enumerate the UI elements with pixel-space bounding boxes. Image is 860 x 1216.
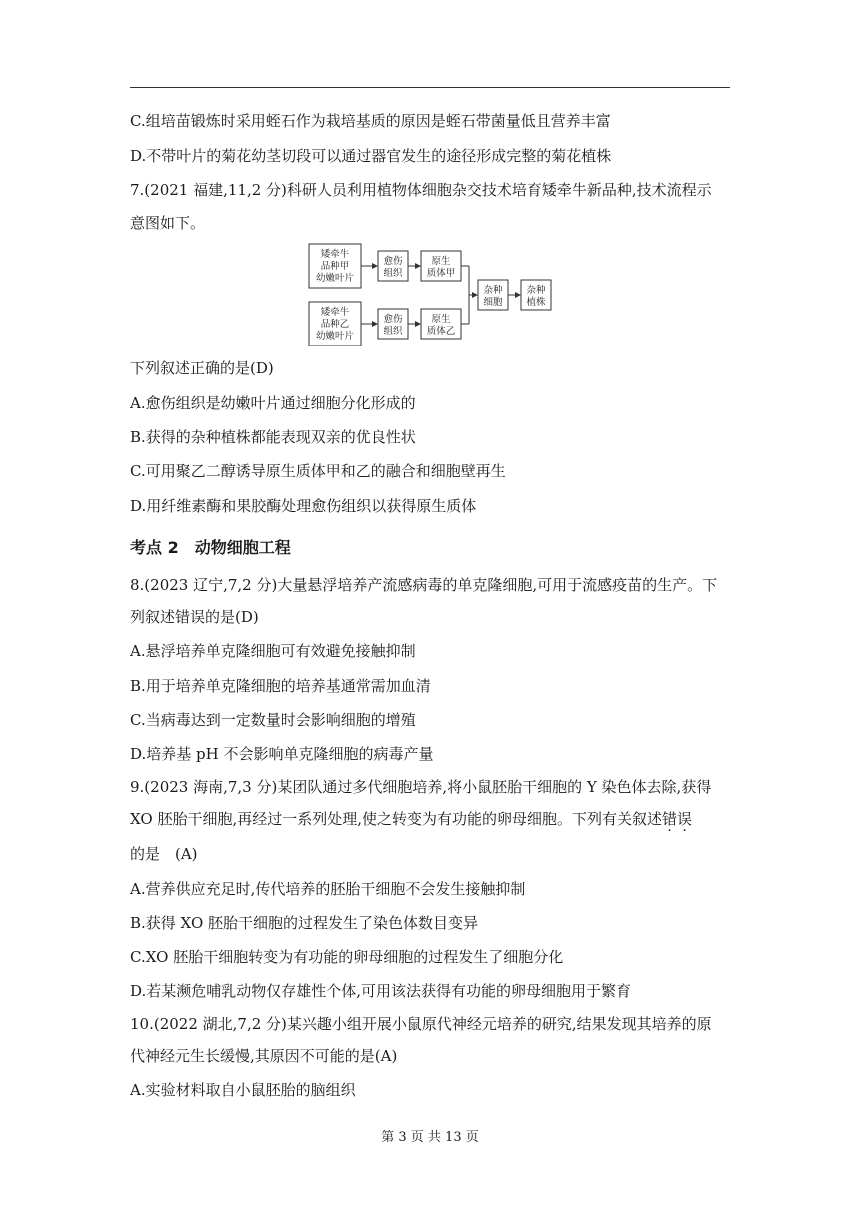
protoplast-b-line2: 质体乙: [426, 326, 456, 337]
hybrid-cell-line2: 细胞: [483, 297, 503, 308]
hybrid-plant-line1: 杂种: [526, 285, 546, 296]
q8-stem-line1: 8.(2023 辽宁,7,2 分)大量悬浮培养产流感病毒的单克隆细胞,可用于流感疫苗的生产。下: [130, 576, 718, 594]
source-b-line3: 幼嫩叶片: [315, 331, 355, 342]
source-a-line3: 幼嫩叶片: [315, 273, 355, 284]
q9-stem-line2-text: XO 胚胎干细胞,再经过一系列处理,使之转变为有功能的卵母细胞。下列有关叙述: [130, 810, 663, 828]
emphasis-char-1: 错: [662, 810, 678, 828]
q9-option-d: D.若某濒危哺乳动物仅存雄性个体,可用该法获得有功能的卵母细胞用于繁育: [130, 982, 632, 1000]
source-a-line2: 品种甲: [320, 261, 350, 272]
q7-option-c: C.可用聚乙二醇诱导原生质体甲和乙的融合和细胞壁再生: [130, 462, 506, 480]
q9-option-c: C.XO 胚胎干细胞转变为有功能的卵母细胞的过程发生了细胞分化: [130, 948, 564, 966]
emphasis-char-2: 误: [677, 810, 693, 828]
q8-stem-line2: 列叙述错误的是(D): [130, 608, 259, 626]
source-b-line2: 品种乙: [320, 319, 350, 330]
callus-b-line2: 组织: [383, 326, 403, 337]
q9-stem-line3: 的是 (A): [130, 845, 198, 863]
q8-option-d: D.培养基 pH 不会影响单克隆细胞的病毒产量: [130, 745, 434, 763]
hybrid-plant-line2: 植株: [526, 297, 546, 308]
q8-option-c: C.当病毒达到一定数量时会影响细胞的增殖: [130, 711, 416, 729]
flow-diagram: [308, 240, 556, 346]
q7-prompt: 下列叙述正确的是(D): [130, 359, 274, 377]
callus-a-line1: 愈伤: [383, 256, 403, 267]
protoplast-a-line1: 原生: [431, 256, 451, 267]
callus-a-line2: 组织: [383, 268, 403, 279]
q9-option-b: B.获得 XO 胚胎干细胞的过程发生了染色体数目变异: [130, 914, 479, 932]
header-rule: [130, 87, 730, 88]
q7-stem-line1: 7.(2021 福建,11,2 分)科研人员利用植物体细胞杂交技术培育矮牵牛新品种,技术流程示: [130, 181, 712, 199]
q10-stem-line1: 10.(2022 湖北,7,2 分)某兴趣小组开展小鼠原代神经元培养的研究,结果发现其培养的原: [130, 1015, 712, 1033]
source-a-line1: 矮牵牛: [320, 249, 350, 260]
option-c-prev: C.组培苗锻炼时采用蛭石作为栽培基质的原因是蛭石带菌量低且营养丰富: [130, 112, 611, 130]
q7-option-a: A.愈伤组织是幼嫩叶片通过细胞分化形成的: [130, 394, 416, 412]
callus-b-line1: 愈伤: [383, 314, 403, 325]
hybrid-cell-line1: 杂种: [483, 285, 503, 296]
q9-stem-line1: 9.(2023 海南,7,3 分)某团队通过多代细胞培养,将小鼠胚胎干细胞的 Y 染色体去除,获得: [130, 778, 712, 796]
protoplast-a-line2: 质体甲: [426, 268, 456, 279]
section-heading: 考点 2 动物细胞工程: [130, 538, 291, 557]
q9-stem-line2: [130, 809, 692, 829]
q8-option-b: B.用于培养单克隆细胞的培养基通常需加血清: [130, 677, 431, 695]
protoplast-b-line1: 原生: [431, 314, 451, 325]
q10-option-a: A.实验材料取自小鼠胚胎的脑组织: [130, 1081, 356, 1099]
source-b-line1: 矮牵牛: [320, 307, 350, 318]
q7-option-d: D.用纤维素酶和果胶酶处理愈伤组织以获得原生质体: [130, 497, 477, 515]
q9-option-a: A.营养供应充足时,传代培养的胚胎干细胞不会发生接触抑制: [130, 880, 526, 898]
option-d-prev: D.不带叶片的菊花幼茎切段可以通过器官发生的途径形成完整的菊花植株: [130, 147, 612, 165]
q7-stem-line2: 意图如下。: [130, 214, 206, 232]
q7-option-b: B.获得的杂种植株都能表现双亲的优良性状: [130, 428, 416, 446]
q10-stem-line2: 代神经元生长缓慢,其原因不可能的是(A): [130, 1047, 398, 1065]
q8-option-a: A.悬浮培养单克隆细胞可有效避免接触抑制: [130, 642, 416, 660]
page-footer: 第 3 页 共 13 页: [381, 1130, 479, 1145]
